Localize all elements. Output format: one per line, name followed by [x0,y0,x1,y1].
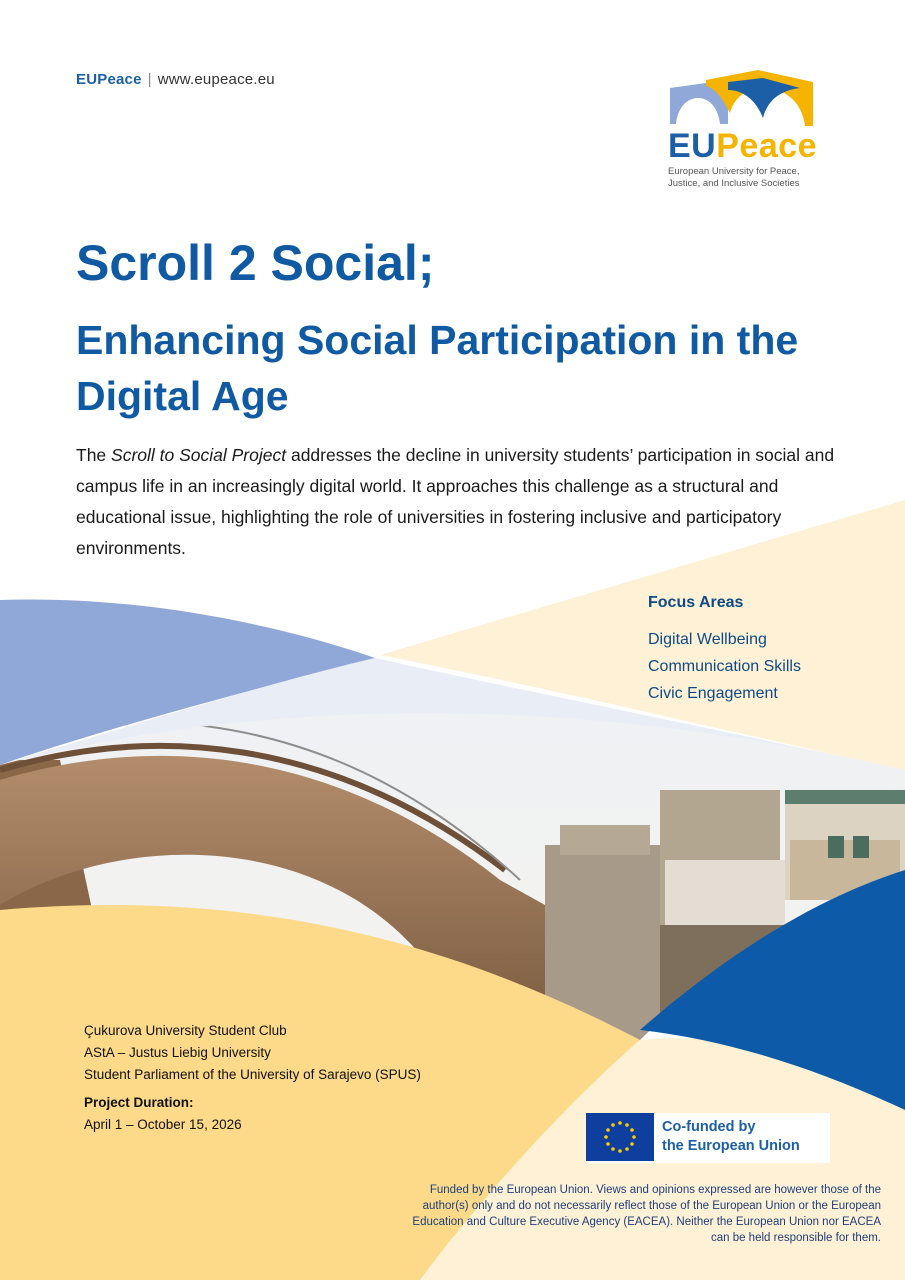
intro-paragraph [76,440,836,564]
page-subtitle: Enhancing Social Participation in the Digital Age [76,317,799,419]
focus-item: Communication Skills [648,658,801,675]
logo-subtitle-line2: Justice, and Inclusive Societies [668,178,800,189]
funding-disclaimer: Funded by the European Union. Views and opinions expressed are however those of the author(s) only and do not necessarily reflect those of the European Union or the European Education and Culture Executive Agency (EACEA). Neither the European Union nor EACEA can be held responsible for them. [412,1184,881,1244]
eu-badge-line2: the European Union [662,1138,800,1154]
focus-areas-list [648,626,801,707]
intro-part1: The [76,445,112,465]
eupeace-logo-icon [668,68,818,128]
header-url[interactable]: www.eupeace.eu [157,71,275,88]
intro-part2: addresses the decline in university students’ participation in social and campus life in an increasingly digital world. It approaches this challenge as a structural and educational issue, highlighting the role of universities in fostering inclusive and participatory environments. [76,445,835,558]
eu-flag-icon [586,1113,654,1161]
partner-item: AStA – Justus Liebig University [84,1045,271,1060]
focus-areas-title: Focus Areas [648,594,744,611]
eu-badge-text [662,1118,800,1156]
focus-item: Civic Engagement [648,685,778,702]
eu-cofunded-badge [586,1113,830,1163]
partner-item: Çukurova University Student Club [84,1023,287,1038]
page-title: Scroll 2 Social; [76,235,435,291]
duration-label: Project Duration: [84,1095,194,1110]
logo-subtitle [668,166,828,190]
header-line [76,71,275,88]
header-brand: EUPeace [76,71,142,88]
focus-item: Digital Wellbeing [648,631,767,648]
partner-item: Student Parliament of the University of Sarajevo (SPUS) [84,1067,421,1082]
duration-value: April 1 – October 15, 2026 [84,1117,242,1132]
header-separator: | [147,71,152,88]
eu-badge-line1: Co-funded by [662,1119,756,1135]
logo-wordmark [668,128,817,164]
logo-word-peace: Peace [716,127,818,165]
logo-subtitle-line1: European University for Peace, [668,166,800,177]
intro-project-name: Scroll to Social Project [111,445,287,465]
partner-list [84,1020,421,1086]
logo-word-eu: EU [668,127,717,165]
